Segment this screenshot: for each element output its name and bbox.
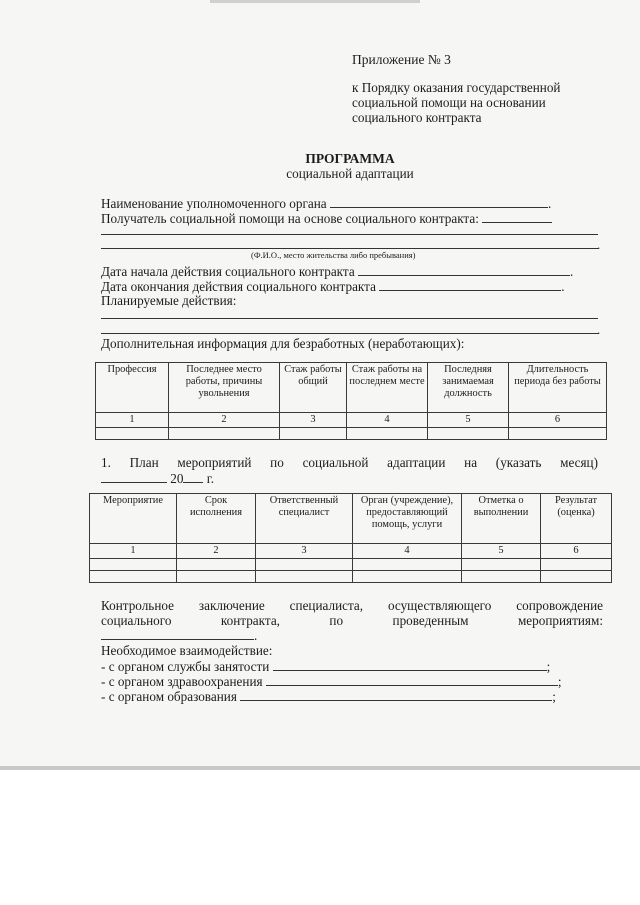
start-date-period: . [570, 264, 574, 279]
document-title: ПРОГРАММА [305, 151, 395, 166]
table1-number: 4 [347, 413, 428, 428]
table2-number: 3 [256, 544, 353, 559]
table2-number: 6 [541, 544, 612, 559]
recipient-label: Получатель социальной помощи на основе социального контракта: [101, 211, 479, 226]
recipient-line-2 [101, 234, 598, 235]
table1-number: 2 [169, 413, 280, 428]
table2-number: 5 [462, 544, 541, 559]
table1-header-row [96, 363, 607, 413]
reference-line-1: к Порядку оказания государственной [352, 80, 561, 95]
employment-semicolon: ; [546, 659, 551, 674]
reference-line-3: социального контракта [352, 110, 482, 125]
recipient-blank [482, 210, 552, 223]
table1-number: 3 [280, 413, 347, 428]
authority-period: . [547, 196, 552, 211]
table1-number: 6 [509, 413, 607, 428]
conclusion-blank-field [101, 627, 257, 644]
table2-header-organization: Орган (учреждение), предоставляющий помощь, услуги [353, 494, 462, 544]
education-blank [240, 688, 552, 701]
end-date-period: . [561, 279, 565, 294]
health-blank [266, 673, 558, 686]
plan-year-field [101, 470, 214, 487]
appendix-label: Приложение № 3 [352, 52, 451, 67]
start-date-blank [358, 263, 570, 276]
table2-header-deadline: Срок исполнения [177, 494, 256, 544]
health-label: - с органом здравоохранения [101, 674, 263, 689]
table1-number: 5 [428, 413, 509, 428]
plan-month-blank [101, 470, 167, 483]
start-date-label: Дата начала действия социального контракта [101, 264, 355, 279]
authority-label: Наименование уполномоченного органа [101, 196, 327, 211]
table2-number: 2 [177, 544, 256, 559]
table2-empty-row [90, 559, 612, 571]
planned-line-1 [101, 318, 598, 319]
extra-info-label: Дополнительная информация для безработных (неработающих): [101, 336, 465, 351]
plan-year-suffix: г. [206, 471, 214, 486]
health-semicolon: ; [557, 674, 562, 689]
table1-header-last-position: Последняя занимаемая должность [428, 363, 509, 413]
conclusion-period: . [254, 628, 258, 643]
table2-header-completion: Отметка о выполнении [462, 494, 541, 544]
end-date-label: Дата окончания действия социального контракта [101, 279, 376, 294]
authority-blank [330, 195, 548, 208]
table2-header-event: Мероприятие [90, 494, 177, 544]
conclusion-blank [101, 627, 254, 640]
table1-header-profession: Профессия [96, 363, 169, 413]
recipient-period: . [597, 237, 601, 252]
education-label: - с органом образования [101, 689, 237, 704]
plan-year-blank [183, 470, 203, 483]
recipient-line-3 [101, 248, 598, 249]
plan-year-prefix: 20 [170, 471, 184, 486]
table1-number-row [96, 413, 607, 428]
table1-header-last-job: Последнее место работы, причины увольнения [169, 363, 280, 413]
plan-table [89, 493, 612, 583]
table1-header-last-experience: Стаж работы на последнем месте [347, 363, 428, 413]
education-field [101, 688, 556, 705]
employment-blank [273, 658, 547, 671]
table2-empty-row [90, 571, 612, 583]
conclusion-line-1: Контрольное заключение специалиста, осуществляющего сопровождение [101, 598, 603, 613]
table1-empty-row [96, 428, 607, 440]
document-subtitle: социальной адаптации [286, 166, 414, 181]
table2-header-specialist: Ответственный специалист [256, 494, 353, 544]
table1-number: 1 [96, 413, 169, 428]
planned-actions-label: Планируемые действия: [101, 293, 237, 308]
paper-edge [210, 0, 420, 3]
reference-line-2: социальной помощи на основании [352, 95, 546, 110]
table1-header-unemployment-period: Длительность периода без работы [509, 363, 607, 413]
plan-heading: 1. План мероприятий по социальной адаптации на (указать месяц) [101, 455, 598, 470]
education-semicolon: ; [552, 689, 556, 704]
planned-line-2 [101, 333, 598, 334]
table2-number-row [90, 544, 612, 559]
table1-header-total-experience: Стаж работы общий [280, 363, 347, 413]
recipient-hint: (Ф.И.О., место жительства либо пребывания) [251, 250, 416, 260]
conclusion-line-2: социального контракта, по проведенным мероприятиям: [101, 613, 603, 628]
table2-header-result: Результат (оценка) [541, 494, 612, 544]
employment-label: - с органом службы занятости [101, 659, 270, 674]
table2-header-row [90, 494, 612, 544]
end-date-blank [379, 278, 561, 291]
interaction-title: Необходимое взаимодействие: [101, 643, 273, 658]
table2-number: 1 [90, 544, 177, 559]
recipient-field [101, 210, 552, 227]
unemployment-info-table [95, 362, 607, 440]
table2-number: 4 [353, 544, 462, 559]
planned-period: . [597, 322, 601, 337]
